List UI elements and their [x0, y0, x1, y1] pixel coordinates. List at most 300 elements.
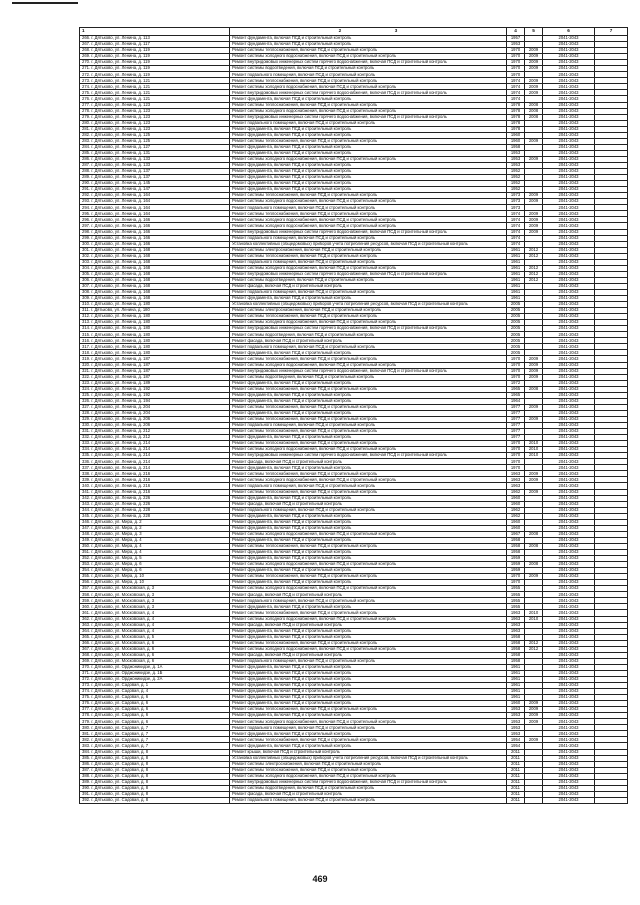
last-repair-year-cell: 2009	[525, 211, 543, 217]
last-repair-year-cell: 2009	[525, 66, 543, 72]
planned-period-cell: 2041-2043	[543, 489, 595, 495]
year-built-cell: 1963	[507, 471, 525, 477]
last-repair-year-cell: 2008	[525, 386, 543, 392]
address-cell: 368. г. Дятьково, ул. Московская, д. 6	[80, 652, 230, 658]
last-repair-year-cell: 2009	[525, 90, 543, 96]
planned-period-cell: 2041-2043	[543, 193, 595, 199]
year-built-cell: 1953	[507, 707, 525, 713]
address-cell: 392. г. Дятьково, ул. Садовая, д. 8	[80, 797, 230, 803]
year-built-cell: 1970	[507, 453, 525, 459]
address-cell: 284. г. Дятьково, ул. Ленина, д. 127	[80, 144, 230, 150]
work-type-cell: Ремонт системы холодного водоснабжения, включая ПСД и строительный контроль	[230, 562, 507, 568]
address-cell: 382. г. Дятьково, ул. Садовая, д. 7	[80, 737, 230, 743]
year-built-cell: 1953	[507, 156, 525, 162]
work-type-cell: Ремонт фундамента, включая ПСД и строительный контроль	[230, 513, 507, 519]
year-built-cell: 1953	[507, 713, 525, 719]
planned-period-cell: 2041-2043	[543, 42, 595, 48]
last-repair-year-cell: 2009	[525, 416, 543, 422]
address-cell: 376. г. Дятьково, ул. Садовая, д. 6	[80, 701, 230, 707]
planned-period-cell: 2041-2043	[543, 622, 595, 628]
planned-period-cell: 2041-2043	[543, 181, 595, 187]
address-cell: 306. г. Дятьково, ул. Ленина, д. 168	[80, 277, 230, 283]
work-type-cell: Ремонт системы теплоснабжения, включая ПСД и строительный контроль	[230, 386, 507, 392]
work-type-cell: Ремонт фасада, включая ПСД и строительный контроль	[230, 592, 507, 598]
address-cell: 349. г. Дятьково, ул. Мира, д. 4	[80, 537, 230, 543]
planned-period-cell: 2041-2043	[543, 332, 595, 338]
year-built-cell: 1961	[507, 259, 525, 265]
column-header: 6	[543, 28, 595, 36]
planned-period-cell: 2041-2043	[543, 652, 595, 658]
address-cell: 384. г. Дятьково, ул. Садовая, д. 8	[80, 749, 230, 755]
planned-period-cell: 2041-2043	[543, 658, 595, 664]
work-type-cell: Ремонт внутридомовых инженерных систем горячего водоснабжения, включая ПСД и строительный контроль	[230, 779, 507, 785]
year-built-cell: 1961	[507, 253, 525, 259]
planned-period-cell: 2041-2043	[543, 344, 595, 350]
last-repair-year-cell: 2009	[525, 737, 543, 743]
year-built-cell: 1977	[507, 410, 525, 416]
year-built-cell: 1974	[507, 96, 525, 102]
planned-period-cell: 2041-2043	[543, 562, 595, 568]
address-cell: 295. г. Дятьково, ул. Ленина, д. 164	[80, 211, 230, 217]
work-type-cell: Ремонт системы холодного водоснабжения, включая ПСД и строительный контроль	[230, 447, 507, 453]
address-cell: 390. г. Дятьково, ул. Садовая, д. 8	[80, 785, 230, 791]
last-repair-year-cell: 2009	[525, 707, 543, 713]
address-cell: 374. г. Дятьково, ул. Садовая, д. 4	[80, 689, 230, 695]
planned-period-cell: 2041-2043	[543, 162, 595, 168]
year-built-cell: 1958	[507, 640, 525, 646]
last-repair-year-cell: 2012	[525, 640, 543, 646]
address-cell: 324. г. Дятьково, ул. Ленина, д. 192	[80, 386, 230, 392]
work-type-cell: Установка коллективных (общедомовых) приборов учета потребления ресурсов, включая ПСД и строительный контроль	[230, 302, 507, 308]
last-repair-year-cell: 2009	[525, 78, 543, 84]
last-repair-year-cell: 2009	[525, 368, 543, 374]
address-cell: 315. г. Дятьково, ул. Ленина, д. 180	[80, 332, 230, 338]
planned-period-cell: 2041-2043	[543, 465, 595, 471]
work-type-cell: Ремонт фундамента, включая ПСД и строительный контроль	[230, 187, 507, 193]
address-cell: 280. г. Дятьково, ул. Ленина, д. 123	[80, 120, 230, 126]
work-type-cell: Ремонт системы теплоснабжения, включая ПСД и строительный контроль	[230, 441, 507, 447]
year-built-cell: 1961	[507, 670, 525, 676]
year-built-cell: 1953	[507, 731, 525, 737]
work-type-cell: Ремонт фундамента, включая ПСД и строительный контроль	[230, 169, 507, 175]
planned-period-cell: 2041-2043	[543, 362, 595, 368]
planned-period-cell: 2041-2043	[543, 725, 595, 731]
address-cell: 293. г. Дятьково, ул. Ленина, д. 164	[80, 199, 230, 205]
year-built-cell: 1961	[507, 247, 525, 253]
year-built-cell: 1961	[507, 695, 525, 701]
planned-period-cell: 2041-2043	[543, 229, 595, 235]
planned-period-cell: 2041-2043	[543, 72, 595, 78]
year-built-cell: 2011	[507, 797, 525, 803]
planned-period-cell: 2041-2043	[543, 138, 595, 144]
work-type-cell: Ремонт подвального помещения, включая ПСД и строительный контроль	[230, 797, 507, 803]
address-cell: 300. г. Дятьково, ул. Ленина, д. 166	[80, 241, 230, 247]
work-type-cell: Ремонт системы водоотведения, включая ПСД и строительный контроль	[230, 785, 507, 791]
planned-period-cell: 2041-2043	[543, 398, 595, 404]
year-built-cell: 2011	[507, 773, 525, 779]
work-type-cell: Ремонт внутридомовых инженерных систем горячего водоснабжения, включая ПСД и строительный контроль	[230, 90, 507, 96]
year-built-cell: 1977	[507, 435, 525, 441]
work-type-cell: Ремонт системы теплоснабжения, включая ПСД и строительный контроль	[230, 416, 507, 422]
work-type-cell: Ремонт фундамента, включая ПСД и строительный контроль	[230, 398, 507, 404]
planned-period-cell: 2041-2043	[543, 719, 595, 725]
planned-period-cell: 2041-2043	[543, 453, 595, 459]
work-type-cell: Ремонт системы холодного водоснабжения, включая ПСД и строительный контроль	[230, 646, 507, 652]
address-cell: 316. г. Дятьково, ул. Ленина, д. 180	[80, 338, 230, 344]
work-type-cell: Ремонт внутридомовых инженерных систем горячего водоснабжения, включая ПСД и строительный контроль	[230, 271, 507, 277]
year-built-cell: 2005	[507, 332, 525, 338]
column-header: 5	[525, 28, 543, 36]
last-repair-year-cell: 2008	[525, 531, 543, 537]
planned-period-cell: 2041-2043	[543, 374, 595, 380]
planned-period-cell: 2041-2043	[543, 277, 595, 283]
planned-period-cell: 2041-2043	[543, 616, 595, 622]
year-built-cell: 2011	[507, 749, 525, 755]
work-type-cell: Ремонт фундамента, включая ПСД и строительный контроль	[230, 537, 507, 543]
work-type-cell: Ремонт фасада, включая ПСД и строительный контроль	[230, 791, 507, 797]
planned-period-cell: 2041-2043	[543, 380, 595, 386]
work-type-cell: Ремонт внутридомовых инженерных систем горячего водоснабжения, включая ПСД и строительный контроль	[230, 368, 507, 374]
work-type-cell: Установка коллективных (общедомовых) приборов учета потребления ресурсов, включая ПСД и строительный контроль	[230, 755, 507, 761]
planned-period-cell: 2041-2043	[543, 404, 595, 410]
planned-period-cell: 2041-2043	[543, 519, 595, 525]
planned-period-cell: 2041-2043	[543, 126, 595, 132]
planned-period-cell: 2041-2043	[543, 241, 595, 247]
last-repair-year-cell: 2009	[525, 223, 543, 229]
planned-period-cell: 2041-2043	[543, 423, 595, 429]
year-built-cell: 1974	[507, 84, 525, 90]
column-header: 2 3	[230, 28, 507, 36]
planned-period-cell: 2041-2043	[543, 731, 595, 737]
year-built-cell: 1952	[507, 181, 525, 187]
planned-period-cell: 2041-2043	[543, 447, 595, 453]
planned-period-cell: 2041-2043	[543, 525, 595, 531]
work-type-cell: Ремонт внутридомовых инженерных систем горячего водоснабжения, включая ПСД и строительный контроль	[230, 229, 507, 235]
work-type-cell: Ремонт фундамента, включая ПСД и строительный контроль	[230, 628, 507, 634]
work-type-cell: Ремонт подвального помещения, включая ПСД и строительный контроль	[230, 205, 507, 211]
planned-period-cell: 2041-2043	[543, 483, 595, 489]
last-repair-year-cell: 2009	[525, 701, 543, 707]
year-built-cell: 1974	[507, 90, 525, 96]
address-cell: 339. г. Дятьково, ул. Ленина, д. 216	[80, 477, 230, 483]
planned-period-cell: 2041-2043	[543, 513, 595, 519]
planned-period-cell: 2041-2043	[543, 36, 595, 42]
year-built-cell: 1961	[507, 296, 525, 302]
year-built-cell: 1965	[507, 386, 525, 392]
planned-period-cell: 2041-2043	[543, 749, 595, 755]
planned-period-cell: 2041-2043	[543, 779, 595, 785]
work-type-cell: Ремонт подвального помещения, включая ПСД и строительный контроль	[230, 120, 507, 126]
planned-period-cell: 2041-2043	[543, 66, 595, 72]
work-type-cell: Ремонт крыши, включая ПСД и строительный контроль	[230, 749, 507, 755]
year-built-cell: 1970	[507, 54, 525, 60]
address-cell: 268. г. Дятьково, ул. Ленина, д. 119	[80, 48, 230, 54]
planned-period-cell: 2041-2043	[543, 368, 595, 374]
planned-period-cell: 2041-2043	[543, 308, 595, 314]
planned-period-cell: 2041-2043	[543, 416, 595, 422]
work-type-cell: Ремонт системы теплоснабжения, включая ПСД и строительный контроль	[230, 471, 507, 477]
address-cell: 355. г. Дятьково, ул. Мира, д. 10	[80, 574, 230, 580]
address-cell: 391. г. Дятьково, ул. Садовая, д. 8	[80, 791, 230, 797]
work-type-cell: Ремонт фундамента, включая ПСД и строительный контроль	[230, 695, 507, 701]
address-cell: 289. г. Дятьково, ул. Ленина, д. 137	[80, 175, 230, 181]
address-cell: 272. г. Дятьково, ул. Ленина, д. 119	[80, 72, 230, 78]
work-type-cell: Ремонт подвального помещения, включая ПСД и строительный контроль	[230, 725, 507, 731]
planned-period-cell: 2041-2043	[543, 283, 595, 289]
table-body	[80, 36, 628, 804]
address-cell: 387. г. Дятьково, ул. Садовая, д. 8	[80, 767, 230, 773]
address-cell: 357. г. Дятьково, ул. Московская, д. 3	[80, 586, 230, 592]
address-cell: 308. г. Дятьково, ул. Ленина, д. 168	[80, 289, 230, 295]
address-cell: 350. г. Дятьково, ул. Мира, д. 4	[80, 543, 230, 549]
work-type-cell: Ремонт фундамента, включая ПСД и строительный контроль	[230, 380, 507, 386]
planned-period-cell: 2041-2043	[543, 253, 595, 259]
planned-period-cell: 2041-2043	[543, 54, 595, 60]
work-type-cell: Ремонт фасада, включая ПСД и строительный контроль	[230, 501, 507, 507]
planned-period-cell: 2041-2043	[543, 543, 595, 549]
address-cell: 341. г. Дятьково, ул. Ленина, д. 216	[80, 489, 230, 495]
address-cell: 302. г. Дятьково, ул. Ленина, д. 168	[80, 253, 230, 259]
planned-period-cell: 2041-2043	[543, 683, 595, 689]
year-built-cell: 1958	[507, 652, 525, 658]
work-type-cell: Ремонт фасада, включая ПСД и строительный контроль	[230, 338, 507, 344]
address-cell: 340. г. Дятьково, ул. Ленина, д. 216	[80, 483, 230, 489]
last-repair-year-cell: 2010	[525, 441, 543, 447]
address-cell: 332. г. Дятьково, ул. Ленина, д. 212	[80, 435, 230, 441]
year-built-cell: 1957	[507, 36, 525, 42]
work-type-cell: Ремонт фасада, включая ПСД и строительный контроль	[230, 459, 507, 465]
year-built-cell: 1953	[507, 42, 525, 48]
address-cell: 291. г. Дятьково, ул. Ленина, д. 147	[80, 187, 230, 193]
planned-period-cell: 2041-2043	[543, 598, 595, 604]
work-type-cell: Ремонт фундамента, включая ПСД и строительный контроль	[230, 701, 507, 707]
planned-period-cell: 2041-2043	[543, 108, 595, 114]
work-type-cell: Ремонт системы холодного водоснабжения, включая ПСД и строительный контроль	[230, 616, 507, 622]
planned-period-cell: 2041-2043	[543, 471, 595, 477]
address-cell: 329. г. Дятьково, ул. Ленина, д. 206	[80, 416, 230, 422]
year-built-cell: 1964	[507, 398, 525, 404]
planned-period-cell: 2041-2043	[543, 96, 595, 102]
work-type-cell: Ремонт системы холодного водоснабжения, включая ПСД и строительный контроль	[230, 265, 507, 271]
planned-period-cell: 2041-2043	[543, 761, 595, 767]
work-type-cell: Ремонт фундамента, включая ПСД и строительный контроль	[230, 549, 507, 555]
year-built-cell: 2005	[507, 302, 525, 308]
year-built-cell: 1959	[507, 568, 525, 574]
work-type-cell: Ремонт системы теплоснабжения, включая ПСД и строительный контроль	[230, 429, 507, 435]
work-type-cell: Ремонт фундамента, включая ПСД и строительный контроль	[230, 664, 507, 670]
planned-period-cell: 2041-2043	[543, 507, 595, 513]
last-repair-year-cell: 2009	[525, 138, 543, 144]
work-type-cell: Ремонт фундамента, включая ПСД и строительный контроль	[230, 162, 507, 168]
year-built-cell: 1960	[507, 519, 525, 525]
address-cell: 297. г. Дятьково, ул. Ленина, д. 166	[80, 223, 230, 229]
year-built-cell: 1960	[507, 701, 525, 707]
year-built-cell: 1962	[507, 507, 525, 513]
address-cell: 326. г. Дятьково, ул. Ленина, д. 194	[80, 398, 230, 404]
planned-period-cell: 2041-2043	[543, 568, 595, 574]
address-cell: 310. г. Дятьково, ул. Ленина, д. 180	[80, 302, 230, 308]
last-repair-year-cell: 2009	[525, 199, 543, 205]
year-built-cell: 1970	[507, 60, 525, 66]
work-type-cell: Ремонт фундамента, включая ПСД и строительный контроль	[230, 689, 507, 695]
planned-period-cell: 2041-2043	[543, 459, 595, 465]
year-built-cell: 1970	[507, 447, 525, 453]
planned-period-cell: 2041-2043	[543, 338, 595, 344]
year-built-cell: 1953	[507, 719, 525, 725]
work-type-cell: Ремонт системы холодного водоснабжения, включая ПСД и строительный контроль	[230, 156, 507, 162]
year-built-cell: 1977	[507, 423, 525, 429]
planned-period-cell: 2041-2043	[543, 743, 595, 749]
address-cell: 312. г. Дятьково, ул. Ленина, д. 180	[80, 314, 230, 320]
last-repair-year-cell: 2009	[525, 60, 543, 66]
address-cell: 354. г. Дятьково, ул. Мира, д. 6	[80, 568, 230, 574]
year-built-cell: 2011	[507, 755, 525, 761]
planned-period-cell: 2041-2043	[543, 713, 595, 719]
address-cell: 273. г. Дятьково, ул. Ленина, д. 121	[80, 78, 230, 84]
work-type-cell: Ремонт подвального помещения, включая ПСД и строительный контроль	[230, 289, 507, 295]
year-built-cell: 1970	[507, 66, 525, 72]
year-built-cell: 1967	[507, 531, 525, 537]
planned-period-cell: 2041-2043	[543, 114, 595, 120]
planned-period-cell: 2041-2043	[543, 670, 595, 676]
work-type-cell: Ремонт фундамента, включая ПСД и строительный контроль	[230, 410, 507, 416]
address-cell: 388. г. Дятьково, ул. Садовая, д. 8	[80, 773, 230, 779]
year-built-cell: 1961	[507, 277, 525, 283]
year-built-cell: 1963	[507, 628, 525, 634]
last-repair-year-cell: 2010	[525, 616, 543, 622]
year-built-cell: 1974	[507, 217, 525, 223]
work-type-cell: Ремонт фундамента, включая ПСД и строительный контроль	[230, 150, 507, 156]
last-repair-year-cell: 2009	[525, 156, 543, 162]
planned-period-cell: 2041-2043	[543, 235, 595, 241]
planned-period-cell: 2041-2043	[543, 634, 595, 640]
year-built-cell: 1970	[507, 72, 525, 78]
last-repair-year-cell: 2009	[525, 84, 543, 90]
work-type-cell: Ремонт системы холодного водоснабжения, включая ПСД и строительный контроль	[230, 199, 507, 205]
year-built-cell: 2005	[507, 326, 525, 332]
address-cell: 334. г. Дятьково, ул. Ленина, д. 214	[80, 447, 230, 453]
year-built-cell: 1961	[507, 683, 525, 689]
work-type-cell: Ремонт системы теплоснабжения, включая ПСД и строительный контроль	[230, 707, 507, 713]
address-cell: 361. г. Дятьково, ул. Московская, д. 4	[80, 610, 230, 616]
address-cell: 337. г. Дятьково, ул. Ленина, д. 214	[80, 465, 230, 471]
work-type-cell: Ремонт системы теплоснабжения, включая ПСД и строительный контроль	[230, 767, 507, 773]
planned-period-cell: 2041-2043	[543, 217, 595, 223]
year-built-cell: 1954	[507, 743, 525, 749]
work-type-cell: Ремонт фундамента, включая ПСД и строительный контроль	[230, 670, 507, 676]
year-built-cell: 1952	[507, 169, 525, 175]
work-type-cell: Ремонт системы теплоснабжения, включая ПСД и строительный контроль	[230, 610, 507, 616]
year-built-cell: 1963	[507, 622, 525, 628]
work-type-cell: Ремонт системы холодного водоснабжения, включая ПСД и строительный контроль	[230, 217, 507, 223]
work-type-cell: Ремонт фасада, включая ПСД и строительный контроль	[230, 622, 507, 628]
planned-period-cell: 2041-2043	[543, 737, 595, 743]
address-cell: 347. г. Дятьково, ул. Мира, д. 2	[80, 525, 230, 531]
column-header: 7	[595, 28, 628, 36]
year-built-cell: 1953	[507, 150, 525, 156]
address-cell: 379. г. Дятьково, ул. Садовая, д. 6	[80, 719, 230, 725]
work-type-cell: Ремонт системы водоотведения, включая ПСД и строительный контроль	[230, 66, 507, 72]
planned-period-cell: 2041-2043	[543, 169, 595, 175]
work-type-cell: Ремонт фундамента, включая ПСД и строительный контроль	[230, 525, 507, 531]
address-cell: 363. г. Дятьково, ул. Московская, д. 4	[80, 622, 230, 628]
planned-period-cell: 2041-2043	[543, 302, 595, 308]
planned-period-cell: 2041-2043	[543, 580, 595, 586]
planned-period-cell: 2041-2043	[543, 144, 595, 150]
address-cell: 276. г. Дятьково, ул. Ленина, д. 121	[80, 96, 230, 102]
address-cell: 377. г. Дятьково, ул. Садовая, д. 6	[80, 707, 230, 713]
address-cell: 328. г. Дятьково, ул. Ленина, д. 204	[80, 410, 230, 416]
planned-period-cell: 2041-2043	[543, 791, 595, 797]
year-built-cell: 1963	[507, 477, 525, 483]
year-built-cell: 2011	[507, 767, 525, 773]
address-cell: 309. г. Дятьково, ул. Ленина, д. 168	[80, 296, 230, 302]
year-built-cell: 1970	[507, 368, 525, 374]
work-type-cell: Ремонт подвального помещения, включая ПСД и строительный контроль	[230, 423, 507, 429]
planned-period-cell: 2041-2043	[543, 320, 595, 326]
work-type-cell: Ремонт фундамента, включая ПСД и строительный контроль	[230, 465, 507, 471]
planned-period-cell: 2041-2043	[543, 435, 595, 441]
work-type-cell: Ремонт подвального помещения, включая ПСД и строительный контроль	[230, 598, 507, 604]
address-cell: 314. г. Дятьково, ул. Ленина, д. 180	[80, 326, 230, 332]
work-type-cell: Ремонт системы водоотведения, включая ПСД и строительный контроль	[230, 332, 507, 338]
address-cell: 359. г. Дятьково, ул. Московская, д. 3	[80, 598, 230, 604]
planned-period-cell: 2041-2043	[543, 664, 595, 670]
address-cell: 358. г. Дятьково, ул. Московская, д. 3	[80, 592, 230, 598]
planned-period-cell: 2041-2043	[543, 84, 595, 90]
year-built-cell: 2005	[507, 308, 525, 314]
work-type-cell: Ремонт системы холодного водоснабжения, включая ПСД и строительный контроль	[230, 477, 507, 483]
address-cell: 369. г. Дятьково, ул. Московская, д. 6	[80, 658, 230, 664]
planned-period-cell: 2041-2043	[543, 102, 595, 108]
planned-period-cell: 2041-2043	[543, 477, 595, 483]
year-built-cell: 2005	[507, 344, 525, 350]
address-cell: 319. г. Дятьково, ул. Ленина, д. 187	[80, 356, 230, 362]
planned-period-cell: 2041-2043	[543, 755, 595, 761]
last-repair-year-cell: 2012	[525, 646, 543, 652]
work-type-cell: Ремонт системы электроснабжения, включая ПСД и строительный контроль	[230, 247, 507, 253]
address-cell: 342. г. Дятьково, ул. Ленина, д. 226	[80, 495, 230, 501]
planned-period-cell: 2041-2043	[543, 350, 595, 356]
planned-period-cell: 2041-2043	[543, 259, 595, 265]
work-type-cell: Ремонт фундамента, включая ПСД и строительный контроль	[230, 495, 507, 501]
address-cell: 343. г. Дятьково, ул. Ленина, д. 226	[80, 501, 230, 507]
year-built-cell: 1970	[507, 574, 525, 580]
planned-period-cell: 2041-2043	[543, 205, 595, 211]
address-cell: 356. г. Дятьково, ул. Мира, д. 10	[80, 580, 230, 586]
work-type-cell: Ремонт системы теплоснабжения, включая ПСД и строительный контроль	[230, 78, 507, 84]
year-built-cell: 1973	[507, 193, 525, 199]
last-repair-year-cell: 2012	[525, 247, 543, 253]
address-cell: 304. г. Дятьково, ул. Ленина, д. 168	[80, 265, 230, 271]
planned-period-cell: 2041-2043	[543, 689, 595, 695]
year-built-cell: 1977	[507, 416, 525, 422]
year-built-cell: 1961	[507, 689, 525, 695]
work-type-cell: Ремонт системы теплоснабжения, включая ПСД и строительный контроль	[230, 102, 507, 108]
year-built-cell: 1952	[507, 187, 525, 193]
address-cell: 275. г. Дятьково, ул. Ленина, д. 121	[80, 90, 230, 96]
address-cell: 274. г. Дятьково, ул. Ленина, д. 121	[80, 84, 230, 90]
last-repair-year-cell: 2009	[525, 574, 543, 580]
planned-period-cell: 2041-2043	[543, 586, 595, 592]
work-type-cell: Ремонт фасада, включая ПСД и строительный контроль	[230, 283, 507, 289]
work-type-cell: Ремонт системы холодного водоснабжения, включая ПСД и строительный контроль	[230, 531, 507, 537]
planned-period-cell: 2041-2043	[543, 265, 595, 271]
planned-period-cell: 2041-2043	[543, 90, 595, 96]
address-cell: 317. г. Дятьково, ул. Ленина, д. 180	[80, 344, 230, 350]
last-repair-year-cell: 2009	[525, 471, 543, 477]
last-repair-year-cell: 2009	[525, 489, 543, 495]
